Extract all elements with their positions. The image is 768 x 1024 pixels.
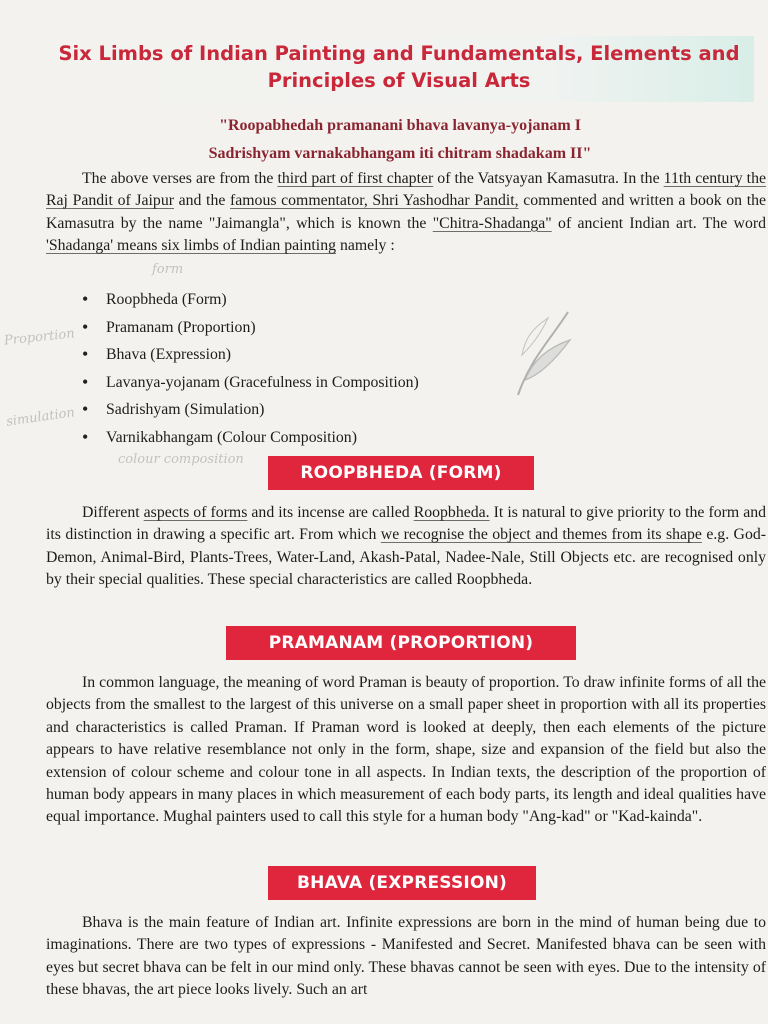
handwritten-note-form: form <box>152 262 184 277</box>
list-item: • Lavanya-yojanam (Gracefulness in Composition) <box>82 369 419 397</box>
six-limbs-list <box>82 286 419 451</box>
list-item: • Sadrishyam (Simulation) <box>82 396 419 424</box>
intro-text: The above verses are from the <box>82 170 278 187</box>
intro-text: namely : <box>336 237 395 255</box>
intro-paragraph <box>46 168 766 258</box>
intro-text: of the Vatsyayan Kamasutra. In the <box>433 170 664 187</box>
handwritten-note-proportion: Proportion <box>3 326 76 349</box>
roopbheda-text: It is natural to give priority to the form and its distinction in drawing a specific art. From which <box>46 504 767 544</box>
roopbheda-text: Different <box>82 504 144 521</box>
intro-text: of ancient Indian art. The word <box>551 214 766 232</box>
intro-underlined-text: "Chitra-Shadanga" <box>432 214 552 232</box>
list-item: • Bhava (Expression) <box>82 341 419 369</box>
roopbheda-underlined-text: Roopbheda. <box>413 504 490 521</box>
section-heading-roopbheda: ROOPBHEDA (FORM) <box>268 456 534 490</box>
verse-line-2: Sadrishyam varnakabhangam iti chitram shadakam II" <box>208 145 592 162</box>
roopbheda-paragraph <box>46 502 766 592</box>
roopbheda-underlined-text: we recognise the object and themes from its shape <box>380 526 702 544</box>
intro-underlined-text: 'Shadanga' means six limbs of Indian painting <box>46 237 336 255</box>
section-heading-pramanam: PRAMANAM (PROPORTION) <box>226 626 576 660</box>
handwritten-note-colour: colour composition <box>118 452 244 467</box>
intro-underlined-text: 11th century the Raj Pandit of Jaipur <box>46 170 766 210</box>
list-item: • Roopbheda (Form) <box>82 286 419 314</box>
verse-line-1: "Roopabhedah pramanani bhava lavanya-yojanam I <box>219 117 581 134</box>
title-line-1: Six Limbs of Indian Painting and Fundamentals, Elements and <box>58 42 740 65</box>
roopbheda-text: e.g. God-Demon, Animal-Bird, Plants-Trees, Water-Land, Akash-Patal, Nadee-Nale, Still Objects etc. are recognised only by their special qualities. These special characteristics are called Roopbheda. <box>46 526 766 589</box>
roopbheda-underlined-text: aspects of forms <box>143 504 248 521</box>
page-title <box>44 40 754 94</box>
intro-underlined-text: third part of first chapter <box>277 170 434 187</box>
pramanam-paragraph: In common language, the meaning of word Praman is beauty of proportion. To draw infinite forms of all the objects from the smallest to the largest of this universe on a small paper sheet in proportion with all its properties and characteristics is called Praman. If Praman word is looked at deeply, then each elements of the picture appears to have relative resemblance not only in the form, shape, size and expansion of the field but also the extension of colour scheme and colour tone in all aspects. In Indian texts, the description of the proportion of human body appears in many places in which measurement of each body parts, its length and ideal qualities have equal importance. Mughal painters used to call this style for a human body "Ang-kad" or "Kad-kainda". <box>46 674 766 826</box>
title-line-2: Principles of Visual Arts <box>267 69 531 92</box>
bhava-paragraph: Bhava is the main feature of Indian art. Infinite expressions are born in the mind of human being due to imaginations. There are two types of expressions - Manifested and Secret. Manifested bhava can be seen with eyes but secret bhava can be felt in our mind only. These bhavas cannot be seen with eyes. Due to the intensity of these bhavas, the art piece looks lively. Such an art <box>46 914 766 999</box>
handwritten-note-simulation: simulation <box>5 405 76 430</box>
intro-text: commented and written a book on the Kamasutra by the name "Jaimangla", which is known the <box>46 192 767 232</box>
section-heading-bhava: BHAVA (EXPRESSION) <box>268 866 536 900</box>
roopbheda-text: and its incense are called <box>247 504 414 521</box>
intro-underlined-text: famous commentator, Shri Yashodhar Pandit, <box>230 192 519 210</box>
pencil-sketch-leaf <box>500 300 580 410</box>
list-item: • Pramanam (Proportion) <box>82 314 419 342</box>
intro-text: and the <box>173 192 230 210</box>
list-item: • Varnikabhangam (Colour Composition) <box>82 424 419 452</box>
